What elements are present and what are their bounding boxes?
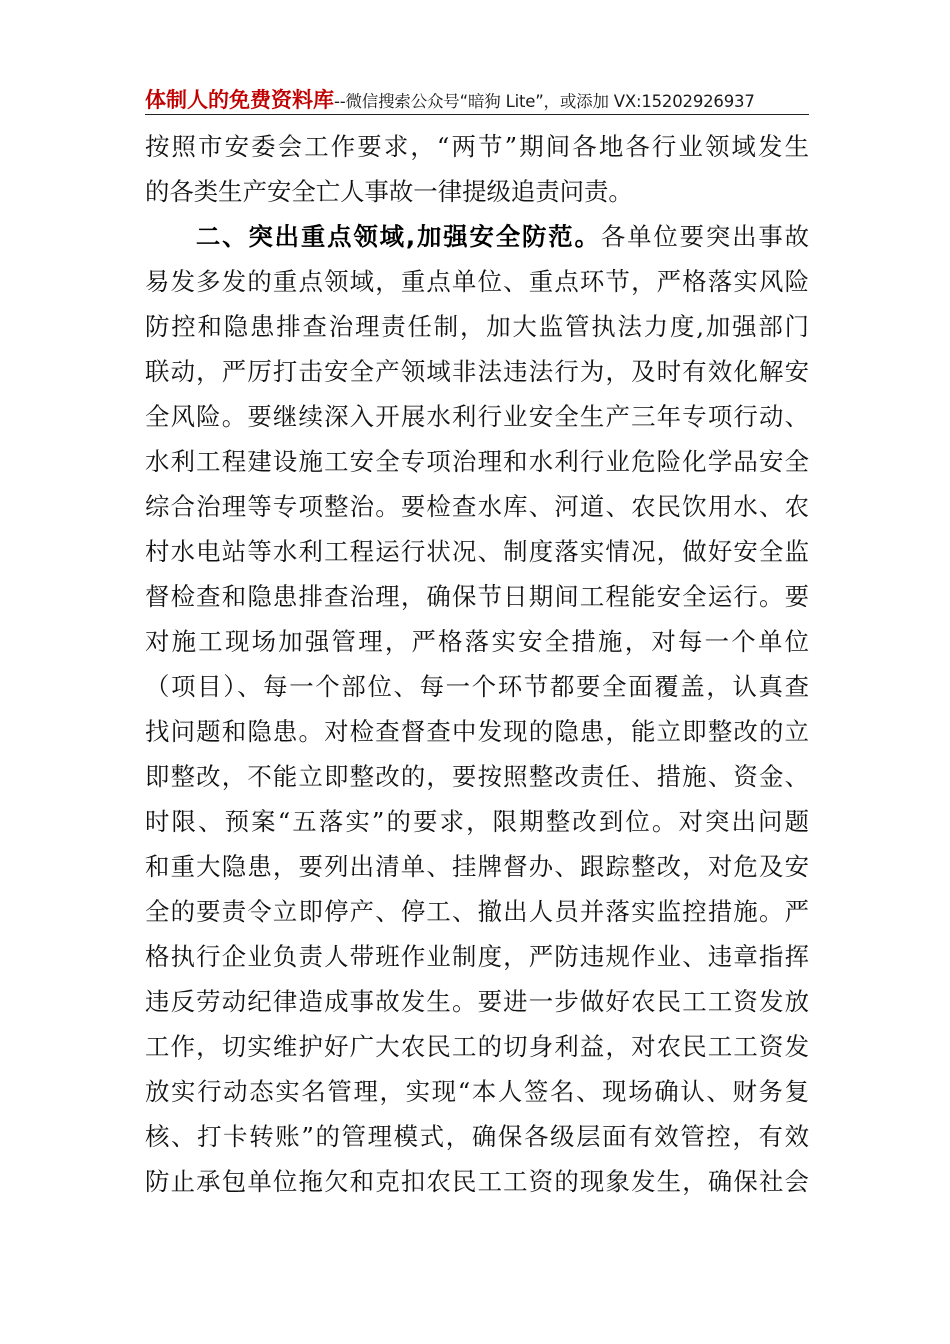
text-line: 督检查和隐患排查治理，确保节日期间工程能安全运行。要 xyxy=(145,582,809,611)
text-line: 全风险。要继续深入开展水利行业安全生产三年专项行动、 xyxy=(145,402,809,431)
text-line: 村水电站等水利工程运行状况、制度落实情况，做好安全监 xyxy=(145,537,809,566)
text-line: 找问题和隐患。对检查督查中发现的隐患，能立即整改的立 xyxy=(145,717,809,746)
text-line: 全的要责令立即停产、停工、撤出人员并落实监控措施。严 xyxy=(145,897,809,926)
text-line: （项目）、每一个部位、每一个环节都要全面覆盖，认真查 xyxy=(145,672,809,701)
text-line: 放实行动态实名管理，实现“本人签名、现场确认、财务复 xyxy=(145,1077,809,1106)
header-brand: 体制人的免费资料库 xyxy=(145,88,334,112)
section-heading-line xyxy=(145,214,809,259)
text-line: 联动，严厉打击安全产领域非法违法行为，及时有效化解安 xyxy=(145,357,809,386)
text-line: 和重大隐患，要列出清单、挂牌督办、跟踪整改，对危及安 xyxy=(145,852,809,881)
text-line: 防止承包单位拖欠和克扣农民工工资的现象发生，确保社会 xyxy=(145,1167,809,1196)
text-line: 核、打卡转账”的管理模式，确保各级层面有效管控，有效 xyxy=(145,1122,809,1151)
page-header xyxy=(145,84,809,115)
text-line: 按照市安委会工作要求，“两节”期间各地各行业领域发生 xyxy=(145,132,809,161)
section-heading: 二、突出重点领域,加强安全防范。 xyxy=(194,222,601,251)
text-line-continuation: 各单位要突出事故 xyxy=(600,222,809,251)
text-line: 格执行企业负责人带班作业制度，严防违规作业、违章指挥 xyxy=(145,942,809,971)
text-line: 综合治理等专项整治。要检查水库、河道、农民饮用水、农 xyxy=(145,492,809,521)
text-line: 易发多发的重点领域，重点单位、重点环节，严格落实风险 xyxy=(145,267,809,296)
text-line: 违反劳动纪律造成事故发生。要进一步做好农民工工资发放 xyxy=(145,987,809,1016)
text-line: 水利工程建设施工安全专项治理和水利行业危险化学品安全 xyxy=(145,447,809,476)
text-line: 即整改，不能立即整改的，要按照整改责任、措施、资金、 xyxy=(145,762,809,791)
text-line: 工作，切实维护好广大农民工的切身利益，对农民工工资发 xyxy=(145,1032,809,1061)
document-body xyxy=(145,124,809,1204)
header-note: --微信搜索公众号“暗狗 Lite”，或添加 VX:15202926937 xyxy=(334,92,755,111)
text-line: 时限、预案“五落实”的要求，限期整改到位。对突出问题 xyxy=(145,807,809,836)
text-line: 的各类生产安全亡人事故一律提级追责问责。 xyxy=(145,177,633,206)
text-line: 对施工现场加强管理，严格落实安全措施，对每一个单位 xyxy=(145,627,809,656)
text-line: 防控和隐患排查治理责任制，加大监管执法力度,加强部门 xyxy=(145,312,809,341)
